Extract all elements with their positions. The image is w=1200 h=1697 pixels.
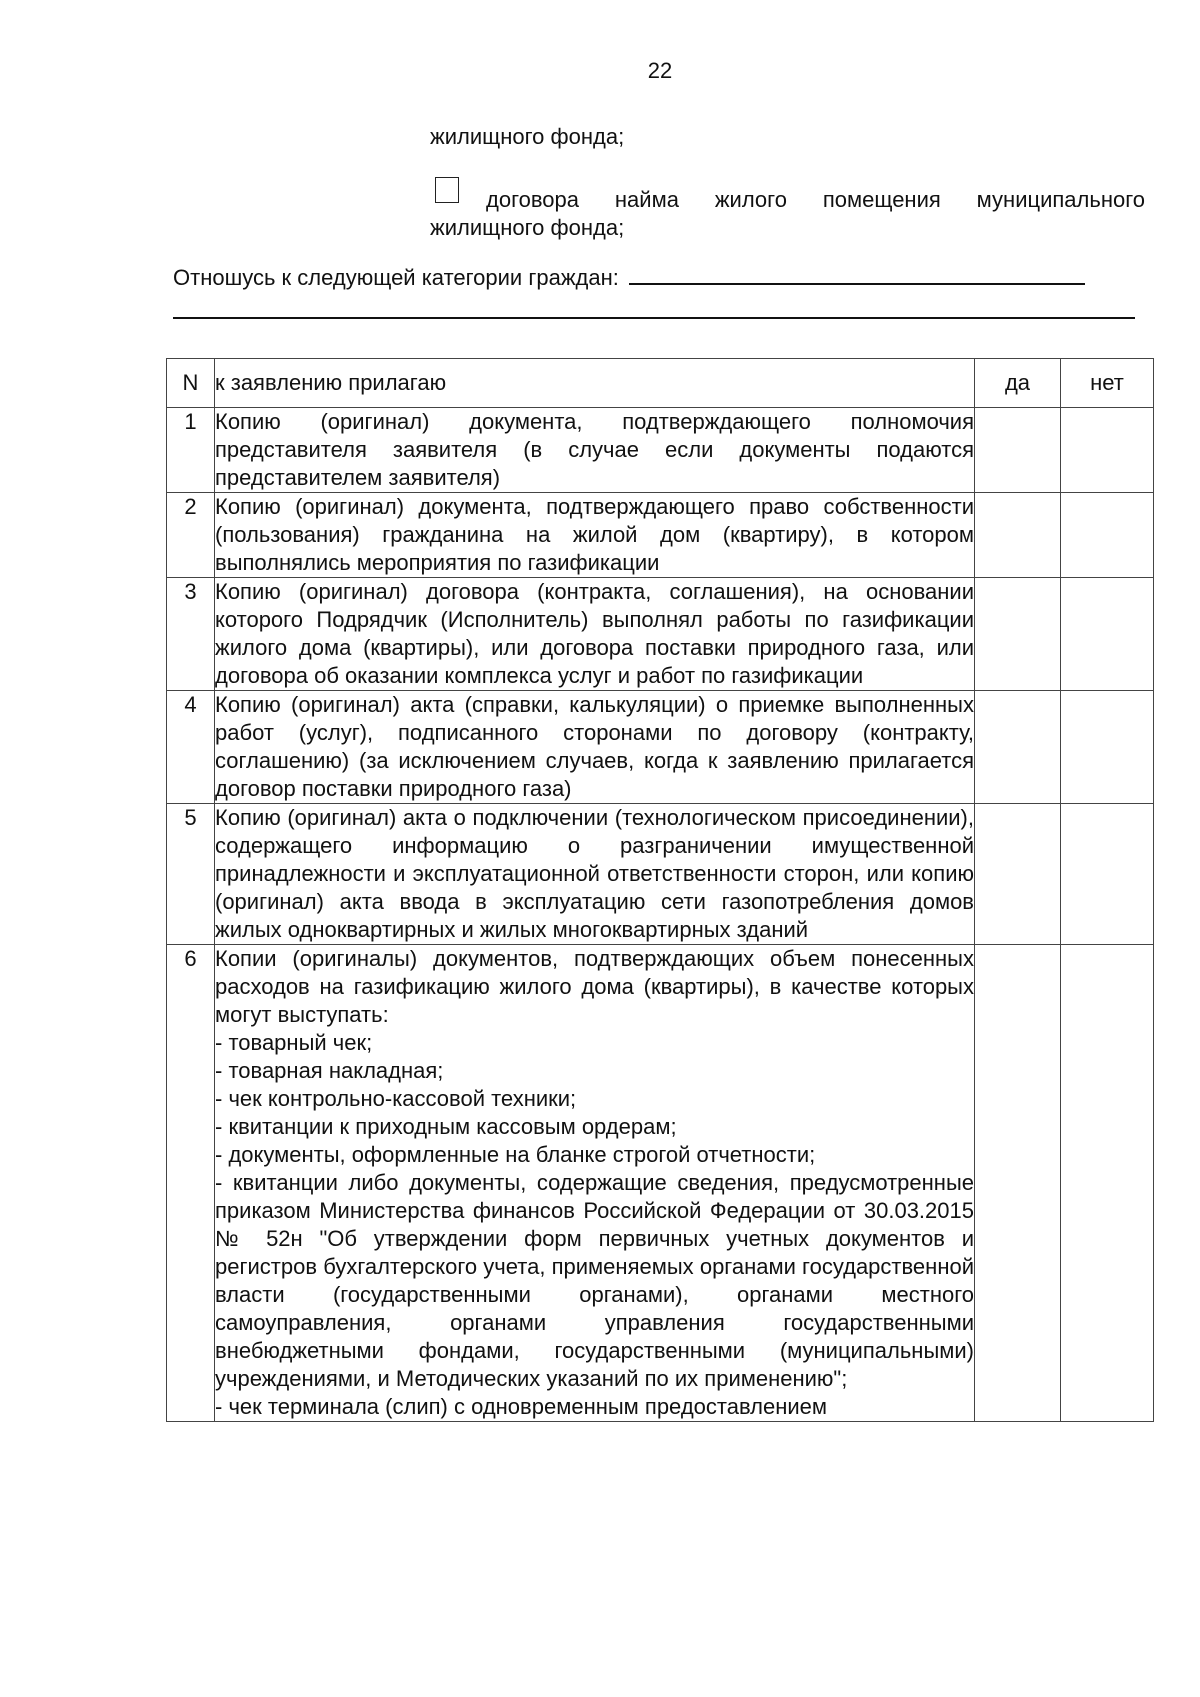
category-blank-field[interactable]	[629, 265, 1085, 285]
row-description-line: - документы, оформленные на бланке строгой отчетности;	[215, 1142, 816, 1167]
row-description	[215, 493, 975, 578]
yes-cell[interactable]	[975, 408, 1061, 493]
category-line	[173, 265, 1135, 291]
row-description-line: - чек терминала (слип) с одновременным предоставлением	[215, 1394, 828, 1419]
no-cell[interactable]	[1061, 945, 1154, 1422]
no-cell[interactable]	[1061, 691, 1154, 804]
row-description-line: Копии (оригиналы) документов, подтверждающих объем понесенных расходов на газификацию жилого дома (квартиры), в качестве которых могут выступать:	[215, 946, 974, 1027]
category-second-blank-line[interactable]	[173, 317, 1135, 319]
fond-line: жилищного фонда;	[430, 124, 625, 149]
row-description-line: Копию (оригинал) документа, подтверждающего право собственности (пользования) гражданина на жилой дом (квартиру), в котором выполнялись мероприятия по газификации	[215, 494, 974, 575]
category-label: Отношусь к следующей категории граждан:	[173, 265, 619, 290]
row-number: 1	[167, 408, 215, 493]
row-description-line: Копию (оригинал) акта о подключении (технологическом присоединении), содержащего информацию о разграничении имущественной принадлежности и эксплуатационной ответственности сторон, или копию (оригинал) акта ввода в эксплуатацию сети газопотребления домов жилых одноквартирных и жилых многоквартирных зданий	[215, 805, 974, 942]
row-description-line: Копию (оригинал) документа, подтверждающего полномочия представителя заявителя (в случае если документы подаются представителем заявителя)	[215, 409, 974, 490]
row-description	[215, 408, 975, 493]
table-row	[167, 493, 1154, 578]
yes-cell[interactable]	[975, 578, 1061, 691]
table-row	[167, 691, 1154, 804]
attachments-table	[166, 358, 1154, 1422]
row-description	[215, 578, 975, 691]
contract-option-text: договора найма жилого помещения муниципального жилищного фонда;	[430, 187, 1145, 240]
row-number: 2	[167, 493, 215, 578]
row-description	[215, 691, 975, 804]
yes-cell[interactable]	[975, 804, 1061, 945]
row-number: 5	[167, 804, 215, 945]
table-header-row	[167, 359, 1154, 408]
row-description	[215, 804, 975, 945]
yes-cell[interactable]	[975, 493, 1061, 578]
header-num: N	[167, 359, 215, 408]
row-description-line: Копию (оригинал) договора (контракта, соглашения), на основании которого Подрядчик (Исполнитель) выполнял работы по газификации жилого дома (квартиры), или договора поставки природного газа, или договора об оказании комплекса услуг и работ по газификации	[215, 579, 974, 688]
row-description-line: - квитанции к приходным кассовым ордерам;	[215, 1114, 677, 1139]
table-row	[167, 945, 1154, 1422]
header-yes: да	[975, 359, 1061, 408]
page-number: 22	[647, 58, 673, 83]
row-number: 3	[167, 578, 215, 691]
header-attachments: к заявлению прилагаю	[215, 359, 975, 408]
no-cell[interactable]	[1061, 408, 1154, 493]
row-description-line: - чек контрольно-кассовой техники;	[215, 1086, 577, 1111]
no-cell[interactable]	[1061, 493, 1154, 578]
header-no: нет	[1061, 359, 1154, 408]
row-description	[215, 945, 975, 1422]
no-cell[interactable]	[1061, 804, 1154, 945]
row-description-line: - товарная накладная;	[215, 1058, 444, 1083]
no-cell[interactable]	[1061, 578, 1154, 691]
table-row	[167, 408, 1154, 493]
row-description-line: Копию (оригинал) акта (справки, калькуляции) о приемке выполненных работ (услуг), подписанного сторонами по договору (контракту, соглашению) (за исключением случаев, когда к заявлению прилагается договор поставки природного газа)	[215, 692, 974, 801]
row-description-line: - товарный чек;	[215, 1030, 373, 1055]
yes-cell[interactable]	[975, 691, 1061, 804]
row-number: 4	[167, 691, 215, 804]
yes-cell[interactable]	[975, 945, 1061, 1422]
table-row	[167, 804, 1154, 945]
table-row	[167, 578, 1154, 691]
row-description-line: - квитанции либо документы, содержащие сведения, предусмотренные приказом Министерства финансов Российской Федерации от 30.03.2015 № 52н "Об утверждении форм первичных учетных документов и регистров бухгалтерского учета, применяемых органами государственной власти (государственными органами), органами местного самоуправления, органами управления государственными внебюджетными фондами, государственными (муниципальными) учреждениями, и Методических указаний по их применению";	[215, 1170, 974, 1391]
row-number: 6	[167, 945, 215, 1422]
